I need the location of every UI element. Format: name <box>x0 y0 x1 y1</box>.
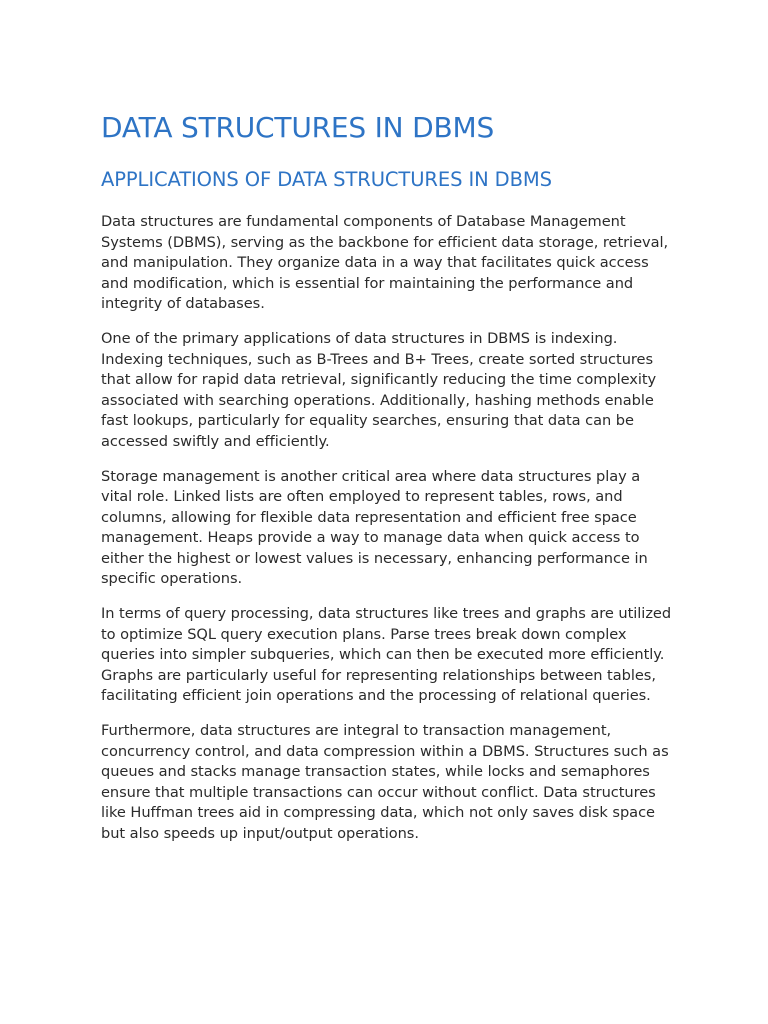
paragraph-transaction-management: Furthermore, data structures are integral to transaction management, concurrency control, and data compression within a DBMS. Structures such as queues and stacks manage transaction states, while locks and semaphores ensure that multiple transactions can occur without conflict. Data structures like Huffman trees aid in compressing data, which not only saves disk space but also speeds up input/output operations. <box>101 722 669 842</box>
document-body <box>101 110 673 844</box>
paragraph-query-processing: In terms of query processing, data structures like trees and graphs are utilized to optimize SQL query execution plans. Parse trees break down complex queries into simpler subqueries, which can then be executed more efficiently. Graphs are particularly useful for representing relationships between tables, facilitating efficient join operations and the processing of relational queries. <box>101 605 672 704</box>
paragraph-storage-management: Storage management is another critical area where data structures play a vital role. Linked lists are often employed to represent tables, rows, and columns, allowing for flexible data representation and efficient free space management. Heaps provide a way to manage data when quick access to either the highest or lowest values is necessary, enhancing performance in specific operations. <box>101 467 648 587</box>
page-title: DATA STRUCTURES IN DBMS <box>101 111 495 144</box>
paragraph-intro: Data structures are fundamental components of Database Management Systems (DBMS), serving as the backbone for efficient data storage, retrieval, and manipulation. They organize data in a way that facilitates quick access and modification, which is essential for maintaining the performance and integrity of databases. <box>101 213 669 312</box>
paragraph-indexing: One of the primary applications of data structures in DBMS is indexing. Indexing techniques, such as B-Trees and B+ Trees, create sorted structures that allow for rapid data retrieval, significantly reducing the time complexity associated with searching operations. Additionally, hashing methods enable fast lookups, particularly for equality searches, ensuring that data can be accessed swiftly and efficiently. <box>101 330 657 450</box>
section-heading: APPLICATIONS OF DATA STRUCTURES IN DBMS <box>101 168 552 191</box>
